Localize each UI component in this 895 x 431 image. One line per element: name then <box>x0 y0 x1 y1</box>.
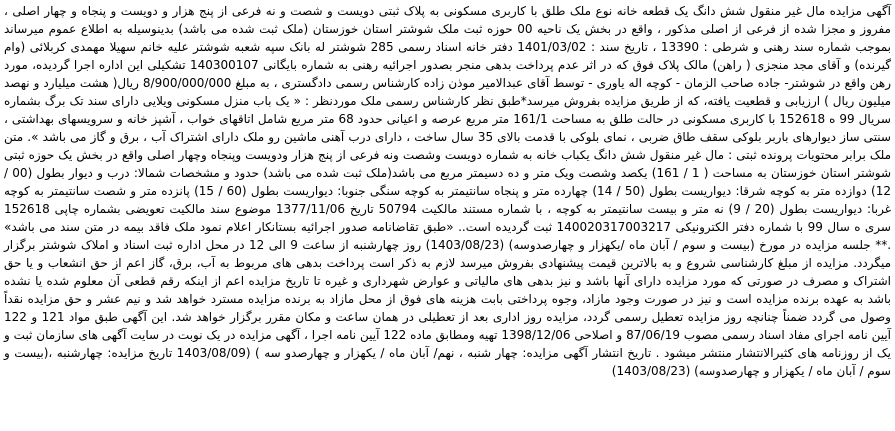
auction-notice-document <box>4 0 891 431</box>
auction-notice-text: آگهی مزایده مال غیر منقول شش دانگ یک قطعه خانه نوع ملک طلق با کاربری مسکونی به پلاک ثبتی دویست و شصت و نه فرعی از پنج هزار و دویست و پنجاه و چهار اصلی ، مفروز و مجزا شده از فرعی از اصلی مذکور ، واقع در بخش یک ناحیه 00 حوزه ثبت ملک شوشتر استان خوزستان (ملک ثبت شده می باشد) بدینوسیله به اطلاع عموم میرساند بموجب شماره سند رهنی و شرطی : 13390 ، تاریخ سند : 1401/03/02 دفتر خانه اسناد رسمی 285 شوشتر له بانک سپه شعبه شوشتر علیه خانم سهیلا مهمدی کربلائی (وام گیرنده) و آقای مجد منجزی ( راهن) مالک پلاک فوق که در اثر عدم پرداخت بدهی منجر بصدور اجرائیه رهنی به شماره بایگانی 140300107 تشکیلی این اداره اجرا گردیده، مورد رهن واقع در شوشتر- جاده صاحب الزمان - کوچه اله یاوری - توسط آقای عبدالامیر موذن زاده کارشناس رسمی دادگستری ، به مبلغ 8/900/000/000 ریال( هشت میلیارد و نهصد میلیون ریال ) ارزیابی و قطعیت یافته، که از طریق مزایده بفروش میرسد*طبق نظر کارشناس رسمی ملک موردنظر : « یک باب منزل مسکونی ویلایی دارای سند تک برگ بشماره سریال 99 ه 152618 با کاربری مسکونی در حالت طلق به مساحت 161/1 متر مربع عرصه و اعیانی حدود 68 متر مربع شامل اتاقهای خواب ، آشپز خانه و سرویسهای بهداشتی ، سنتی ساز دیوارهای باربر بلوکی سقف طاق ضربی ، نمای بلوکی با قدمت بالای 35 سال ساخت ، دارای درب آهنی ماشین رو ملک دارای اشتراک آب ، برق و گاز می باشد ». متن ملک برابر محتویات پرونده ثبتی : مال غیر منقول شش دانگ یکباب خانه به شماره دویست وشصت ونه فرعی از پنج هزار ودویست وپنجاه وچهار اصلی واقع در بخش یک حوزه ثبتی شوشتر استان خوزستان به مساحت ( 1 / 161) یکصد وشصت ویک متر و ده دسیمتر مربع می باشد(ملک ثبت شده می باشد) حدود و مشخصات شمالا: درب و دیوار بطول (00 / 12) دوازده متر به کوچه شرقا: دیواریست بطول (50 / 14) چهارده متر و پنجاه سانتیمتر به کوچه سنگی جنوبا: دیواریست بطول (60 / 15) پانزده متر و شصت سانتیمتر به کوچه غربا: دیواریست بطول (20 / 9) نه متر و بیست سانتیمتر به کوچه ، با شماره مستند مالکیت 50794 تاریخ 1377/11/06 موضوع سند مالکیت تعویضی بشماره چاپی 152618 سری ه سال 99 با شماره دفتر الکترونیکی 140020317003217 ثبت گردیده است.. «طبق تقاضانامه صدور اجرائیه بستانکار اعلام نمود ملک فاقد بیمه در متن سند می باشد» .** جلسه مزایده در مورخ (بیست و سوم / آبان ماه /یکهزار و چهارصدوسه) (1403/08/23) روز چهارشنبه از ساعت 9 الی 12 در محل اداره ثبت اسناد و املاک شوشتر برگزار میگردد. مزایده از مبلغ کارشناسی شروع و به بالاترین قیمت پیشنهادی بفروش میرسد لازم به ذکر است پرداخت بدهی های مربوط به آب، برق، گاز اعم از حق انشعاب و یا حق اشتراک و مصرف در صورتی که مورد مزایده دارای آنها باشد و نیز بدهی های مالیاتی و عوارض شهرداری و غیره تا تاریخ مزایده اعم از اینکه رقم قطعی آن معلوم شده یا نشده باشد به عهده برنده مزایده است و نیز در صورت وجود مازاد، وجوه پرداختی بابت هزینه های فوق از محل مازاد به برنده مزایده مسترد خواهد شد و نیم عشر و حق مزایده نقداً وصول می گردد ضمناً چنانچه روز مزایده تعطیل رسمی گردد، مزایده روز اداری بعد از تعطیلی در همان ساعت و مکان مقرر برگزار خواهد شد. این آگهی طبق مواد 121 و 122 آیین نامه اجرای مفاد اسناد رسمی مصوب 87/06/19 و اصلاحی 1398/12/06 تهیه ومطابق ماده 122 آیین نامه اجرا ، آگهی مزایده در یک نوبت در سایت آگهی های سازمان ثبت و یک از روزنامه های کثیرالانتشار منتشر میشود . تاریخ انتشار آگهی مزایده: چهار شنبه ، نهم/ آبان ماه / یکهزار و چهارصدو سه ) (1403/08/09 تاریخ مزایده: چهارشنبه ،(بیست و سوم / آبان ماه / یکهزار و چهارصدوسه) (1403/08/23) <box>4 4 892 378</box>
